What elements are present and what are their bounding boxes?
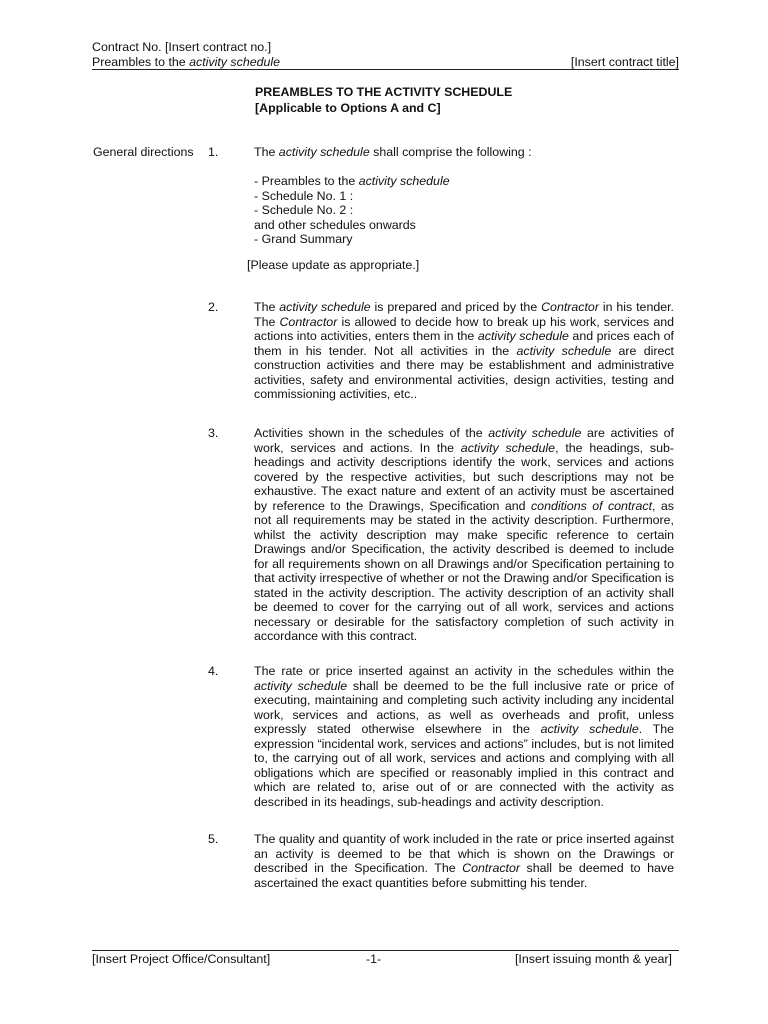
list-item: - Schedule No. 2 : — [254, 203, 354, 217]
text-run: is prepared and priced by the — [370, 300, 542, 314]
list-item: - Schedule No. 1 : — [254, 188, 354, 203]
footer-date: [Insert issuing month & year] — [514, 952, 672, 966]
page-number: -1- — [366, 952, 382, 966]
text-run: , as not all requirements may be stated in the activity description. Furthermore, whilst the activity description may make specific reference to certain Drawings and/or Specification, the activity described is deemed to include for all requirements shown on all Drawings and/or Specification pertaining to that activity irrespective of whether or not the Drawing and/or Specification is stated in the activity description. The activity description of an activity shall be deemed to cover for the carrying out of all work, services and actions necessary or desirable for the satisfactory completion of such activity in accordance with this contract. — [254, 498, 674, 643]
item-number: 5. — [208, 832, 219, 846]
schedule-list — [254, 174, 450, 247]
text-run: are direct construction activities and there may be establishment and administrative activities, safety and environmental activities, design activities, testing and commissioning activities, etc.. — [254, 343, 674, 401]
list-item — [254, 174, 450, 189]
italic-term: activity schedule — [460, 440, 556, 455]
item-5-paragraph — [254, 832, 674, 890]
italic-term: activity schedule — [279, 300, 371, 314]
text-run: and prices each of them in his tender. Not all activities in the — [254, 329, 674, 358]
item-2-paragraph — [254, 300, 674, 402]
text-run: - Preambles to the — [254, 174, 359, 188]
item-1-intro — [254, 145, 674, 160]
title-line-2: [Applicable to Options A and C] — [255, 101, 441, 115]
italic-term: activity schedule — [516, 343, 612, 358]
footer-divider — [92, 950, 679, 951]
title-line-1: PREAMBLES TO THE ACTIVITY SCHEDULE — [255, 85, 513, 99]
text-run: The rate or price inserted against an activity in the schedules within the — [254, 664, 674, 678]
italic-term: activity schedule — [540, 722, 639, 736]
footer-office: [Insert Project Office/Consultant] — [92, 952, 271, 966]
italic-term: activity schedule — [358, 174, 450, 188]
update-note: [Please update as appropriate.] — [247, 258, 420, 272]
text-run: shall comprise the following : — [369, 145, 532, 159]
contract-title: [Insert contract title] — [570, 55, 679, 69]
page-footer — [92, 952, 679, 967]
italic-term: Contractor — [462, 861, 521, 875]
text-run: . The expression “incidental work, services and actions” includes, but is not limited to, the carrying out of all work, services and actions and complying with all obligations which are specified or reasonably implied in this contract and which are related to, arise out of or are connected with the activity as described in its headings, sub-headings and activity description. — [254, 722, 674, 809]
item-4-paragraph — [254, 664, 674, 809]
item-number: 3. — [208, 426, 219, 440]
document-title — [255, 84, 512, 116]
header-subtitle-text: Preambles to the — [92, 55, 190, 69]
item-number: 1. — [208, 145, 219, 159]
text-run: Activities shown in the schedules of the — [254, 426, 489, 440]
text-run: The — [254, 300, 280, 314]
section-label: General directions — [93, 145, 194, 159]
header-divider — [92, 69, 679, 70]
italic-term: Contractor — [541, 300, 599, 314]
italic-term: Contractor — [279, 314, 338, 329]
text-run: shall be deemed to have ascertained the exact quantities before submitting his tender. — [254, 861, 674, 890]
item-3-paragraph — [254, 426, 674, 644]
italic-term: activity schedule — [477, 329, 569, 343]
page-header — [92, 40, 679, 70]
item-number: 4. — [208, 664, 219, 678]
header-subtitle-italic: activity schedule — [189, 55, 281, 69]
italic-term: conditions of contract — [530, 498, 653, 513]
list-item: - Grand Summary — [254, 232, 353, 246]
text-run: is allowed to decide how to break up his work, services and actions into activities, enters them in the — [254, 314, 674, 343]
list-item: and other schedules onwards — [254, 217, 416, 232]
text-run: The quality and quantity of work included in the rate or price inserted against an activity is deemed to be that which is shown on the Drawings or described in the Specification. The — [254, 832, 674, 875]
italic-term: activity schedule — [488, 426, 582, 440]
contract-number: Contract No. [Insert contract no.] — [92, 40, 272, 54]
text-run: are activities of work, services and actions. In the — [254, 426, 674, 455]
italic-term: activity schedule — [254, 678, 348, 693]
text-run: The — [254, 145, 279, 159]
text-run: in his tender. The — [254, 300, 675, 329]
text-run: shall be deemed to be the full inclusive rate or price of executing, maintaining and completing such activity including any incidental work, services and actions, as well as overheads and profit, unless expressly stated otherwise elsewhere in the — [254, 678, 674, 736]
text-run: , the headings, sub-headings and activity descriptions identify the work, services and actions covered by the respective activities, but such descriptions may not be exhaustive. The exact nature and extent of an activity must be ascertained by reference to the Drawings, Specification and — [254, 440, 674, 513]
item-number: 2. — [208, 300, 219, 314]
italic-term: activity schedule — [278, 145, 370, 159]
